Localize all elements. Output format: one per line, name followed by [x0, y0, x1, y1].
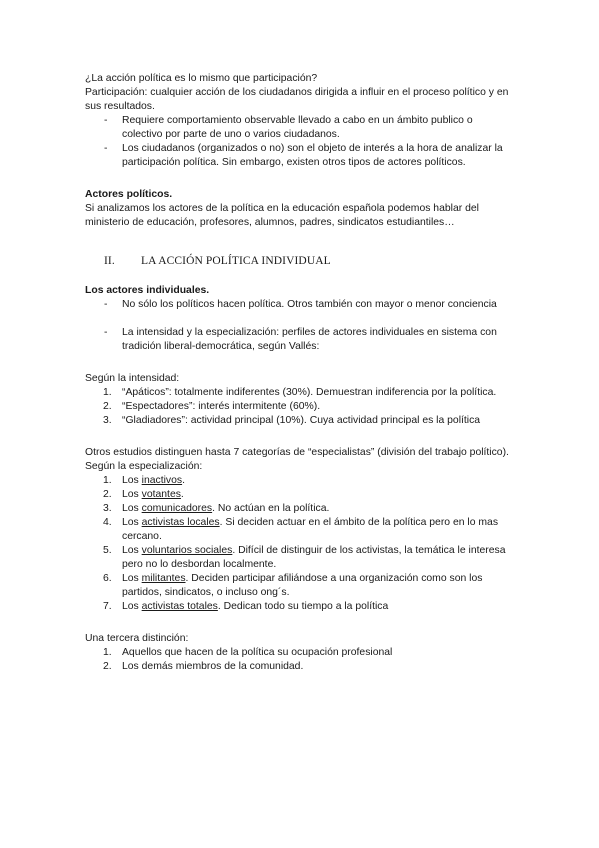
participacion-definition: Participación: cualquier acción de los ciudadanos dirigida a influir en el proceso político y en sus resultados. [85, 87, 509, 112]
list-item: 6. Los militantes. Deciden participar afiliándose a una organización como son los partidos, sindicatos, o incluso ong´s. [103, 573, 483, 598]
intensidad-heading: Según la intensidad: [85, 373, 180, 384]
actores-paragraph: Si analizamos los actores de la política en la educación española podemos hablar del ministerio de educación, profesores, alumnos, padres, sindicatos estudiantiles… [85, 203, 479, 228]
term: inactivos [141, 475, 183, 486]
list-item: 4. Los activistas locales. Si deciden actuar en el ámbito de la política pero en lo mas cercano. [103, 517, 499, 542]
term: activistas locales [141, 517, 220, 528]
document-page [85, 72, 515, 674]
list-item: 2. Los demás miembros de la comunidad. [103, 661, 304, 672]
term: activistas totales [141, 601, 218, 612]
actores-heading: Actores políticos. [85, 189, 173, 200]
tercera-heading: Una tercera distinción: [85, 633, 189, 644]
section-number: II. [104, 255, 115, 267]
list-item: - No sólo los políticos hacen política. Otros también con mayor o menor conciencia [104, 299, 497, 310]
list-item: - La intensidad y la especialización: perfiles de actores individuales en sistema con tradición liberal-democrática, según Vallés: [104, 327, 497, 352]
especializacion-list [85, 474, 515, 614]
list-item: 7. Los activistas totales. Dedican todo su tiempo a la política [103, 601, 389, 612]
list-item: 2. Los votantes. [103, 489, 184, 500]
tercera-list [85, 646, 515, 674]
list-item: 3. “Gladiadores”: actividad principal (10%). Cuya actividad principal es la política [103, 415, 481, 426]
otros-paragraph: Otros estudios distinguen hasta 7 categorías de “especialistas” (división del trabajo político). Según la especialización: [85, 447, 509, 472]
individuales-heading: Los actores individuales. [85, 285, 210, 296]
list-item: 3. Los comunicadores. No actúan en la política. [103, 503, 330, 514]
list-item: 5. Los voluntarios sociales. Difícil de distinguir de los activistas, la temática le interesa pero no lo desbordan localmente. [103, 545, 506, 570]
question-title: ¿La acción política es lo mismo que participación? [85, 73, 318, 84]
participacion-list [85, 114, 515, 170]
intensidad-list [85, 386, 515, 428]
list-item: 1. Aquellos que hacen de la política su ocupación profesional [103, 647, 393, 658]
list-item: - Los ciudadanos (organizados o no) son el objeto de interés a la hora de analizar la participación política. Sin embargo, existen otros tipos de actores políticos. [104, 143, 503, 168]
list-item: 2. “Espectadores”: interés intermitente (60%). [103, 401, 321, 412]
term: voluntarios sociales [141, 545, 233, 556]
individuales-list [85, 298, 515, 354]
term: votantes [141, 489, 181, 500]
term: militantes [141, 573, 186, 584]
list-item: 1. Los inactivos. [103, 475, 185, 486]
list-item: - Requiere comportamiento observable llevado a cabo en un ámbito publico o colectivo por parte de uno o varios ciudadanos. [104, 115, 473, 140]
section-title: LA ACCIÓN POLÍTICA INDIVIDUAL [141, 255, 331, 267]
term: comunicadores [141, 503, 213, 514]
list-item: 1. “Apáticos”: totalmente indiferentes (30%). Demuestran indiferencia por la política. [103, 387, 497, 398]
section-heading [85, 254, 515, 268]
